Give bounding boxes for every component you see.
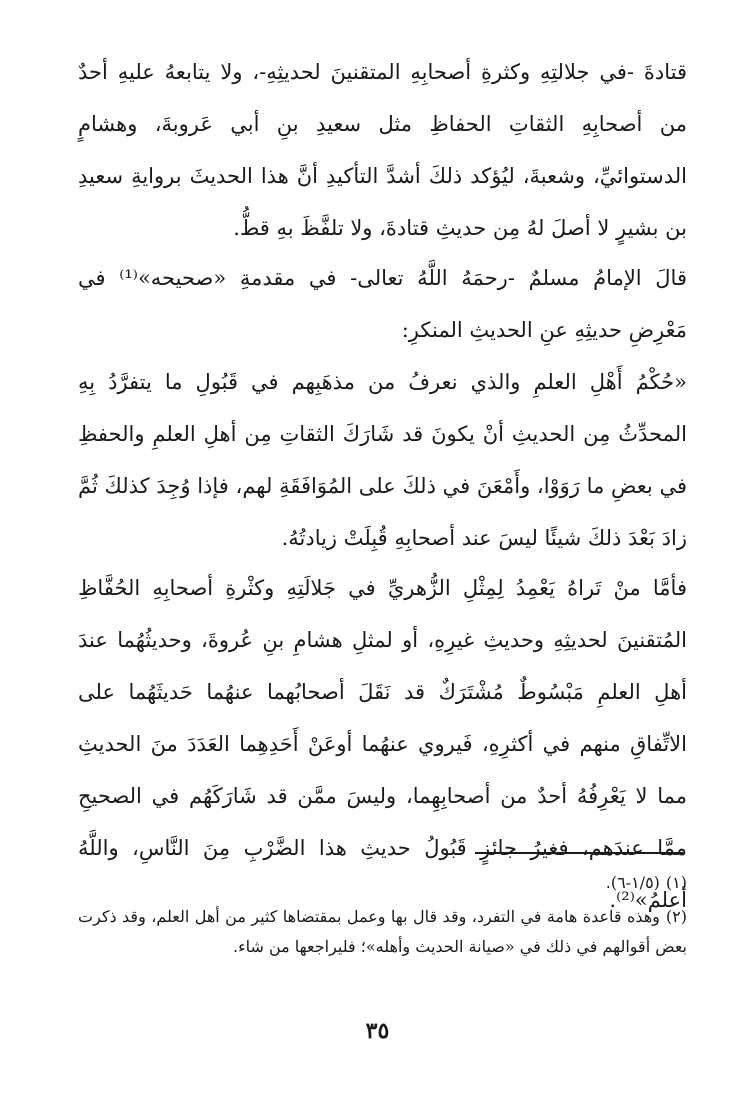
- page-number: ٣٥: [365, 1018, 390, 1044]
- footnote-number: (١): [665, 873, 687, 892]
- footnote-text: (١/٥-٦).: [605, 873, 660, 892]
- footnote: [78, 902, 687, 962]
- footnote: [78, 868, 687, 898]
- quote-paragraph: «حُكْمُ أَهْلِ العلمِ والذي نعرفُ من مذهَبِهم في قَبُولِ ما يتفرَّدُ بِهِ المحدِّثُ مِن الحديثِ أنْ يكونَ قد شَارَكَ الثقاتِ مِن أهلِ العلمِ والحفظِ في بعضِ ما رَوَوْا، وأَمْعَنَ في ذلكَ على المُوَافَقَةِ لهم، فإذا وُجِدَ كذلكَ ثُمَّ زادَ بَعْدَ ذلكَ شيئًا ليسَ عند أصحابِهِ قُبِلَتْ زيادتُهُ.: [78, 370, 687, 550]
- footnote-divider: [475, 852, 683, 854]
- footnote-text: وهذه قاعدة هامة في التفرد، وقد قال بها وعمل بمقتضاها كثير من أهل العلم، وقد ذكرت بعض أقوالهم في ذلك في «صيانة الحديث وأهله»؛ فليراجعها من شاء.: [78, 907, 687, 956]
- body-paragraph: قتادةَ -في جلالتِهِ وكثرةِ أصحابِهِ المتقنينَ لحديثِهِ-، ولا يتابعهُ عليهِ أحدٌ من أصحابِهِ الثقاتِ الحفاظِ مثل سعيدِ بنِ أبي عَروبةَ، وهشامٍ الدستوائيِّ، وشعبةَ، ليُؤكد ذلكَ أشدَّ التأكيدِ أنَّ هذا الحديثَ بروايةِ سعيدِ بن بشيرٍ لا أصلَ لهُ مِن حديثِ قتادةَ، ولا تلفَّظَ بهِ قطُّ.: [78, 60, 687, 240]
- body-paragraph: قالَ الإمامُ مسلمٌ -رحمَهُ اللَّهُ تعالى- في مقدمةِ «صحيحه»⁽¹⁾ في مَعْرِضِ حديثِهِ عنِ الحديثِ المنكرِ:: [78, 266, 687, 342]
- footnote-number: (٢): [665, 907, 688, 926]
- quote-paragraph: فأمَّا منْ تَراهُ يَعْمِدُ لِمِثْلِ الزُّهريِّ في جَلالَتِهِ وكثْرةِ أصحابِهِ الحُفَّاظِ المُتقنينَ لحديثِهِ وحديثِ غيرِهِ، أو لمثلِ هشامِ بنِ عُروةَ، وحديثُهُما عندَ أهلِ العلمِ مَبْسُوطٌ مُشْتَرَكٌ قد نَقَلَ أصحابُهما عنهُما حَديثَهُما على الاتِّفاقِ منهم في أكثرِهِ، فَيروي عنهُما أوعَنْ أَحَدِهِما العَدَدَ منَ الحديثِ مما لا يَعْرِفُهُ أحدٌ من أصحابِهِما، وليسَ ممَّن قد شَارَكَهُم في الصحيحِ ممَّا عندَهم، فغيرُ جائزٍ قَبُولُ حديثِ هذا الضَّرْبِ مِنَ النَّاسِ، واللَّهُ أعلمُ»⁽²⁾.: [78, 576, 687, 912]
